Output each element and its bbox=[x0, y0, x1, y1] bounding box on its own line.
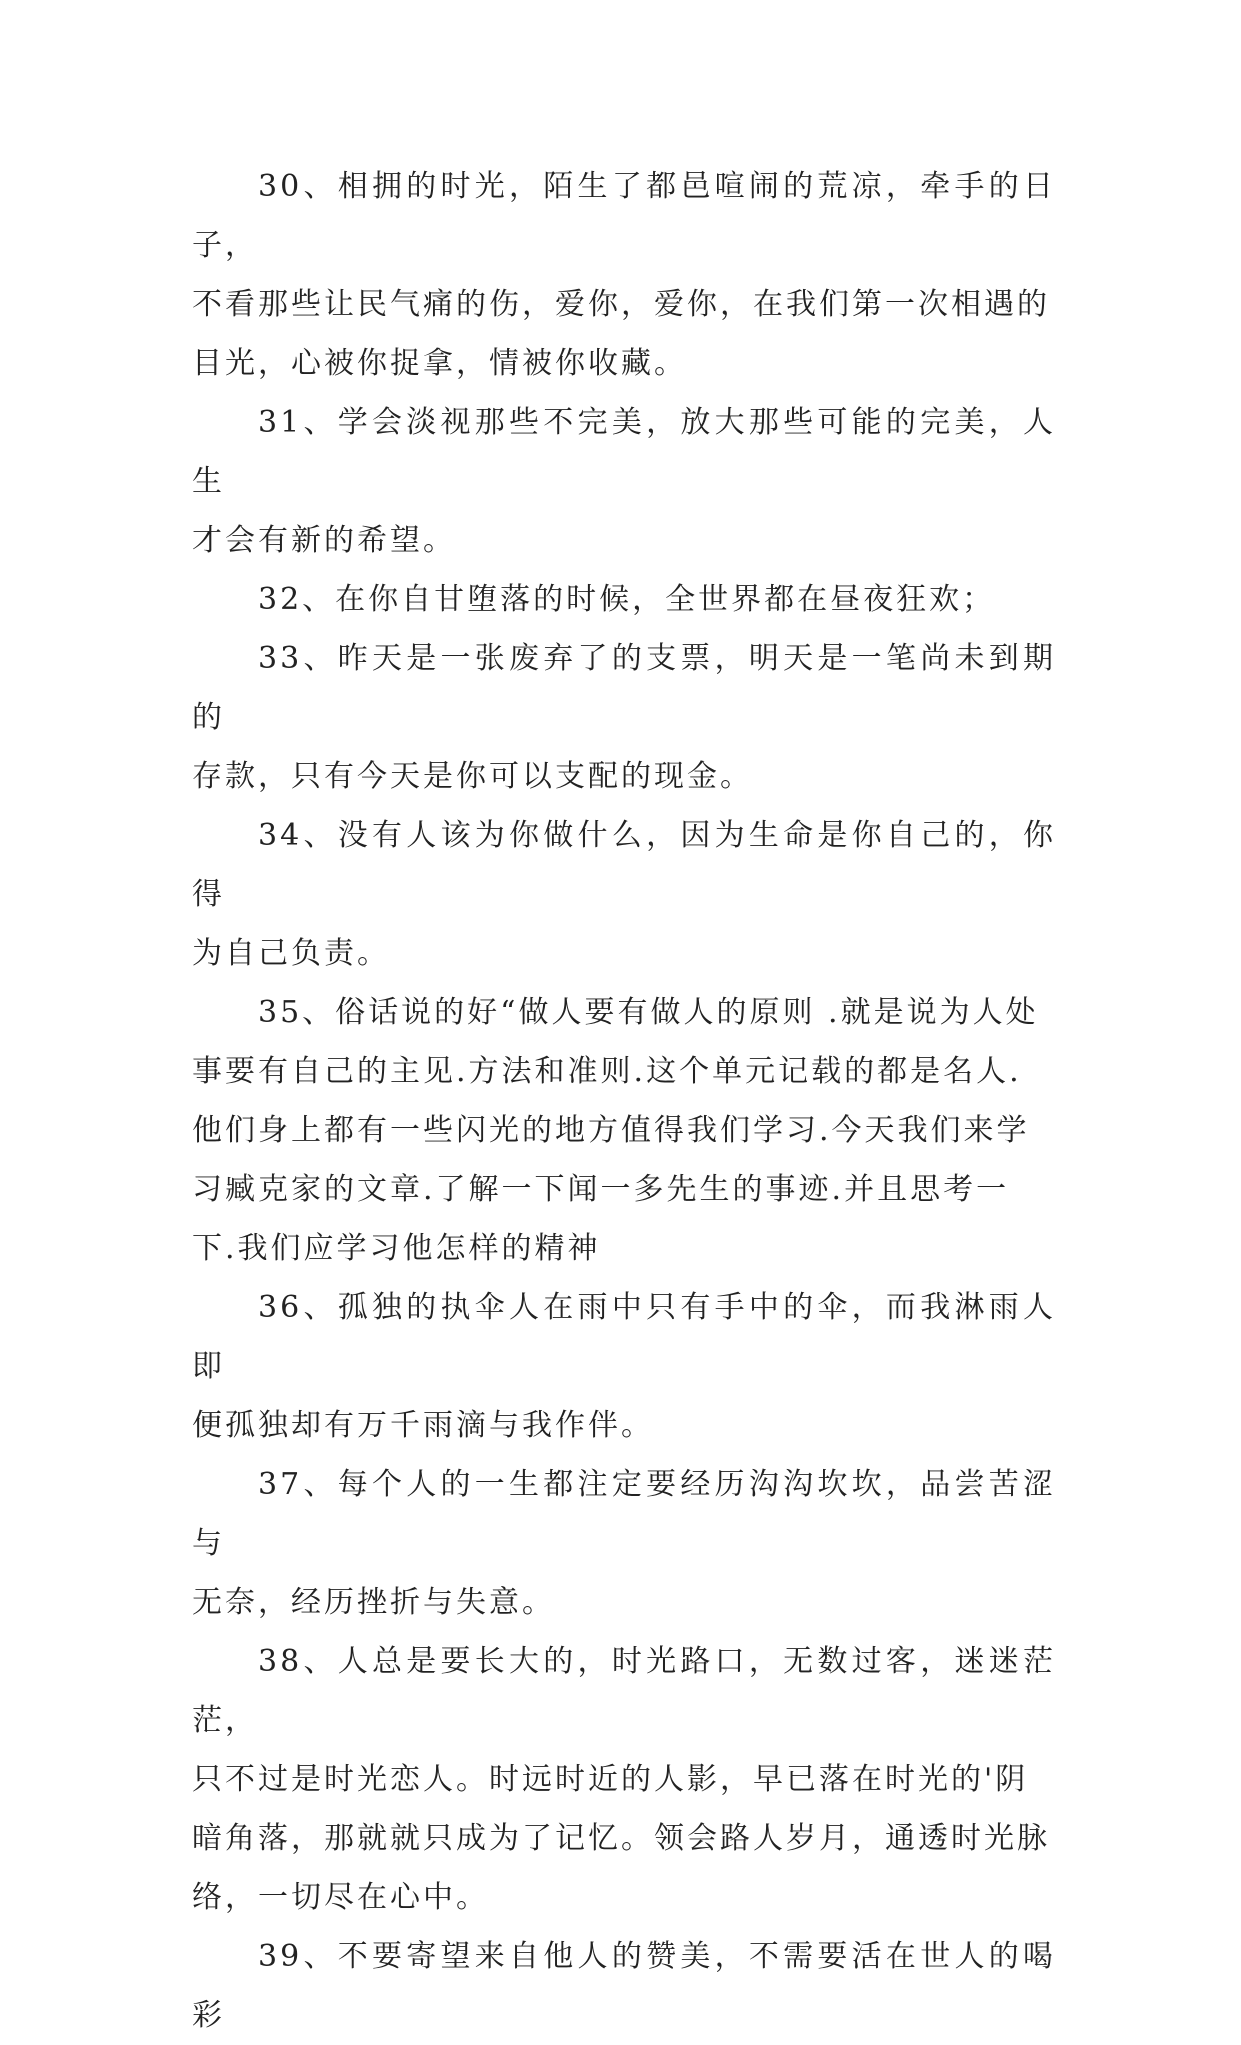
paragraph-38: 38、人总是要长大的，时光路口，无数过客，迷迷茫茫， 只不过是时光恋人。时远时近的人影，早已落在时光的'阴 暗角落，那就就只成为了记忆。领会路人岁月，通透时光脉 络，一切尽在心中。 bbox=[192, 1644, 1056, 1915]
paragraph-35: 35、俗话说的好“做人要有做人的原则 .就是说为人处 事要有自己的主见.方法和准则.这个单元记载的都是名人. 他们身上都有一些闪光的地方值得我们学习.今天我们来学 习臧克家的文章.了解一下闻一多先生的事迹.并且思考一 下.我们应学习他怎样的精神 bbox=[192, 995, 1039, 1266]
paragraph-31: 31、学会淡视那些不完美，放大那些可能的完美，人生 才会有新的希望。 bbox=[192, 405, 1056, 558]
paragraph-30: 30、相拥的时光，陌生了都邑喧闹的荒凉，牵手的日子， 不看那些让民气痛的伤，爱你，爱你，在我们第一次相遇的 目光，心被你捉拿，情被你收藏。 bbox=[192, 169, 1056, 381]
paragraph-33: 33、昨天是一张废弃了的支票，明天是一笔尚未到期的 存款，只有今天是你可以支配的现金。 bbox=[192, 641, 1056, 794]
paragraph-34: 34、没有人该为你做什么，因为生命是你自己的，你得 为自己负责。 bbox=[192, 818, 1056, 971]
document-body bbox=[192, 157, 1056, 2045]
paragraph-39: 39、不要寄望来自他人的赞美，不需要活在世人的喝彩 bbox=[192, 1939, 1056, 2033]
paragraph-37: 37、每个人的一生都注定要经历沟沟坎坎，品尝苦涩与 无奈，经历挫折与失意。 bbox=[192, 1467, 1056, 1620]
paragraph-32: 32、在你自甘堕落的时候，全世界都在昼夜狂欢； bbox=[258, 582, 996, 617]
paragraph-36: 36、孤独的执伞人在雨中只有手中的伞，而我淋雨人即 便孤独却有万千雨滴与我作伴。 bbox=[192, 1290, 1056, 1443]
